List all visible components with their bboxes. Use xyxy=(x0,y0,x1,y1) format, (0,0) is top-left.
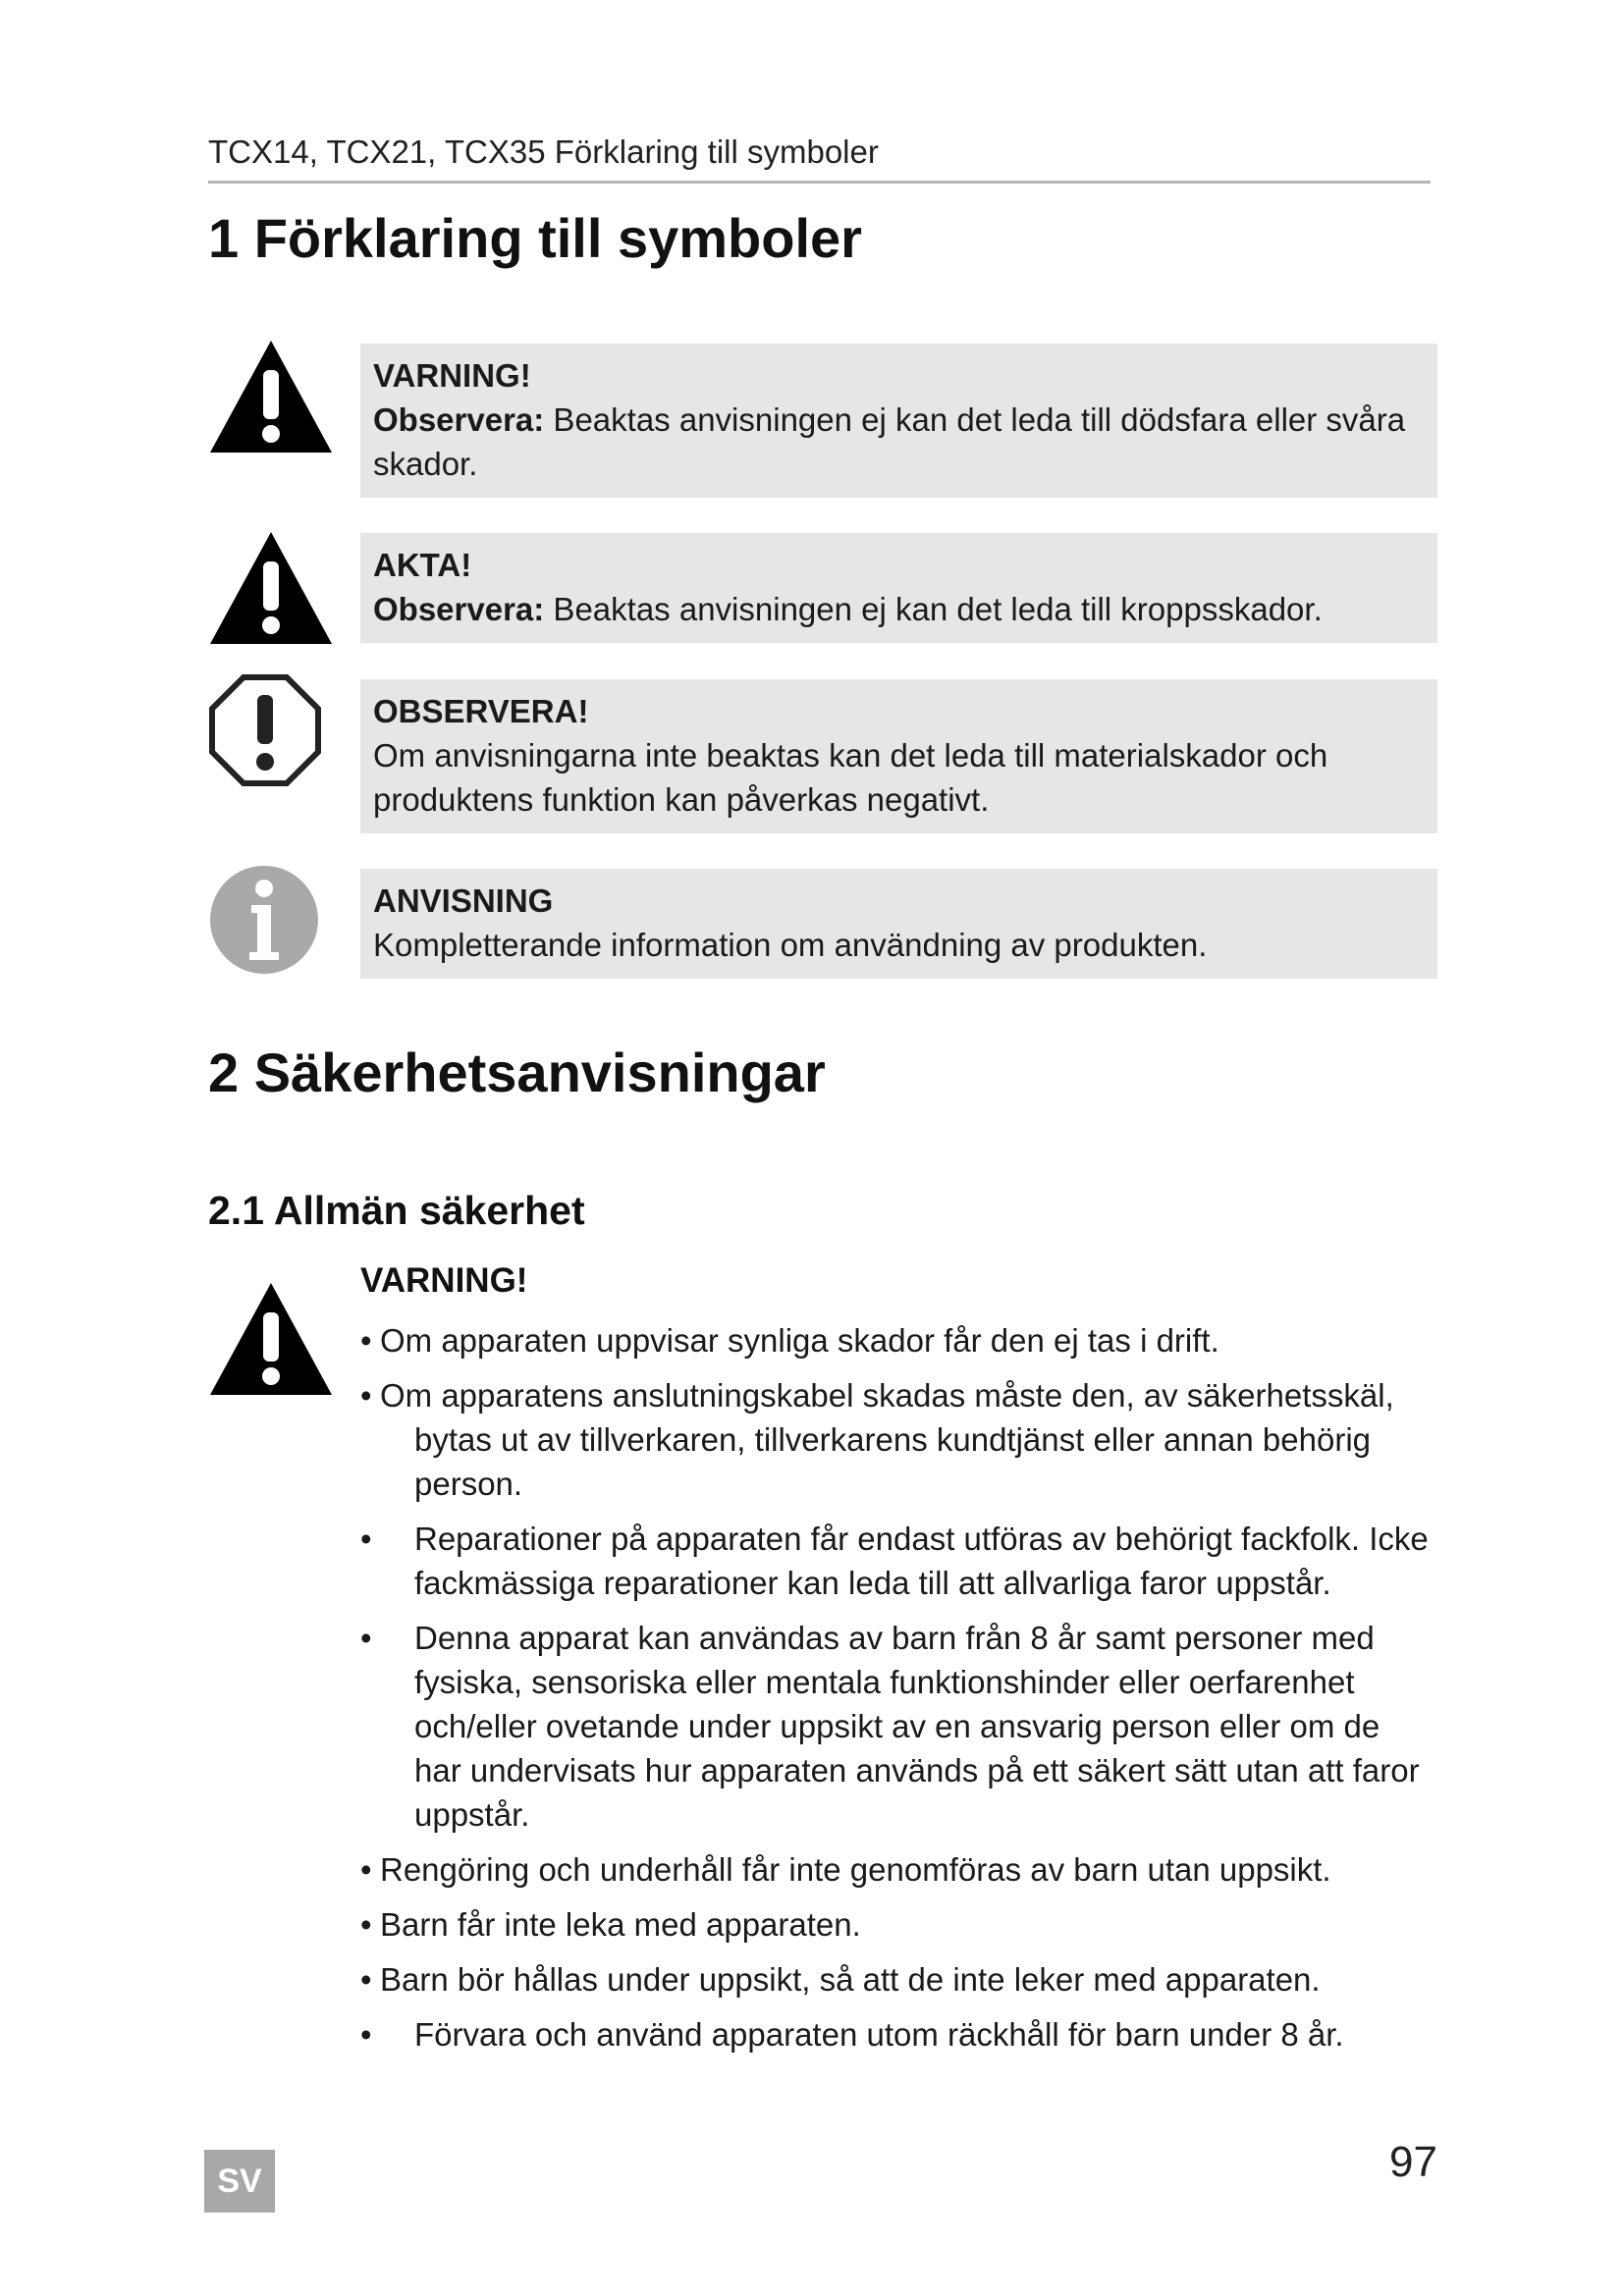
list-item xyxy=(360,2012,1431,2056)
symbol-box-notice xyxy=(360,679,1437,833)
list-item-text: Barn bör hållas under uppsikt, så att de inte leker med apparaten. xyxy=(380,1961,1321,1998)
caution-triangle-icon xyxy=(208,530,334,646)
section-heading-symbols: 1 Förklaring till symboler xyxy=(208,207,862,269)
subsection-heading-general-safety: 2.1 Allmän säkerhet xyxy=(208,1188,585,1233)
symbol-title: OBSERVERA! xyxy=(373,693,589,729)
warning-triangle-icon xyxy=(208,339,334,454)
symbol-label: Observera: xyxy=(373,591,545,627)
list-item xyxy=(360,1902,1431,1947)
bullet: • xyxy=(360,1620,372,1656)
bullet: • xyxy=(360,1521,372,1557)
symbol-label: Observera: xyxy=(373,401,545,438)
symbol-text: Beaktas anvisningen ej kan det leda till dödsfara eller svåra skador. xyxy=(373,401,1406,482)
list-item-text: Om apparaten uppvisar synliga skador får den ej tas i drift. xyxy=(380,1322,1219,1359)
list-item-text: Om apparatens anslutningskabel skadas måste den, av säkerhetsskäl, xyxy=(380,1377,1394,1414)
list-item xyxy=(360,1847,1431,1892)
safety-list xyxy=(360,1318,1431,2067)
list-item xyxy=(360,1373,1431,1506)
bullet: • xyxy=(360,1322,372,1359)
list-item xyxy=(360,1318,1431,1362)
bullet: • xyxy=(360,1961,372,1998)
symbol-title: ANVISNING xyxy=(373,882,554,919)
list-item xyxy=(360,1517,1431,1605)
list-item-text: Reparationer på apparaten får endast utföras av behörigt fackfolk. Icke fackmässiga reparationer kan leda till att allvarliga faror uppstår. xyxy=(414,1521,1429,1601)
symbol-text: Kompletterande information om användning av produkten. xyxy=(373,927,1208,963)
symbol-box-warning xyxy=(360,344,1437,498)
list-item-text: Barn får inte leka med apparaten. xyxy=(380,1906,861,1943)
bullet: • xyxy=(360,1377,372,1414)
language-badge: SV xyxy=(204,2150,275,2213)
symbol-box-info xyxy=(360,869,1437,979)
symbol-text: Om anvisningarna inte beaktas kan det leda till materialskador och produktens funktion kan påverkas negativt. xyxy=(373,737,1328,818)
info-circle-icon xyxy=(208,864,320,976)
bullet: • xyxy=(360,1851,372,1888)
section-heading-safety: 2 Säkerhetsanvisningar xyxy=(208,1041,826,1103)
manual-page xyxy=(208,0,1431,2296)
list-item xyxy=(360,1957,1431,2002)
list-item-continuation: bytas ut av tillverkaren, tillverkarens kundtjänst eller annan behörig person. xyxy=(414,1421,1372,1502)
list-item-text: Förvara och använd apparaten utom räckhåll för barn under 8 år. xyxy=(414,2016,1344,2053)
running-header: TCX14, TCX21, TCX35 Förklaring till symboler xyxy=(208,133,1431,184)
symbol-text: Beaktas anvisningen ej kan det leda till kroppsskador. xyxy=(544,591,1323,627)
symbol-title: AKTA! xyxy=(373,547,472,583)
page-number: 97 xyxy=(1389,2138,1437,2186)
list-item-text: Rengöring och underhåll får inte genomföras av barn utan uppsikt. xyxy=(380,1851,1331,1888)
bullet: • xyxy=(360,1906,372,1943)
list-item xyxy=(360,1616,1431,1837)
warning-triangle-icon xyxy=(208,1281,334,1397)
bullet: • xyxy=(360,2016,372,2053)
list-item-text: Denna apparat kan användas av barn från 8 år samt personer med fysiska, sensoriska eller mentala funktionshinder eller oerfarenhet och/eller ovetande under uppsikt av en ansvarig person eller om de har undervisats hur apparaten används på ett säkert sätt utan att faror uppstår. xyxy=(414,1620,1420,1833)
symbol-title: VARNING! xyxy=(373,357,531,394)
symbol-box-caution xyxy=(360,533,1437,643)
notice-octagon-icon xyxy=(208,672,322,788)
warning-title: VARNING! xyxy=(360,1261,528,1300)
